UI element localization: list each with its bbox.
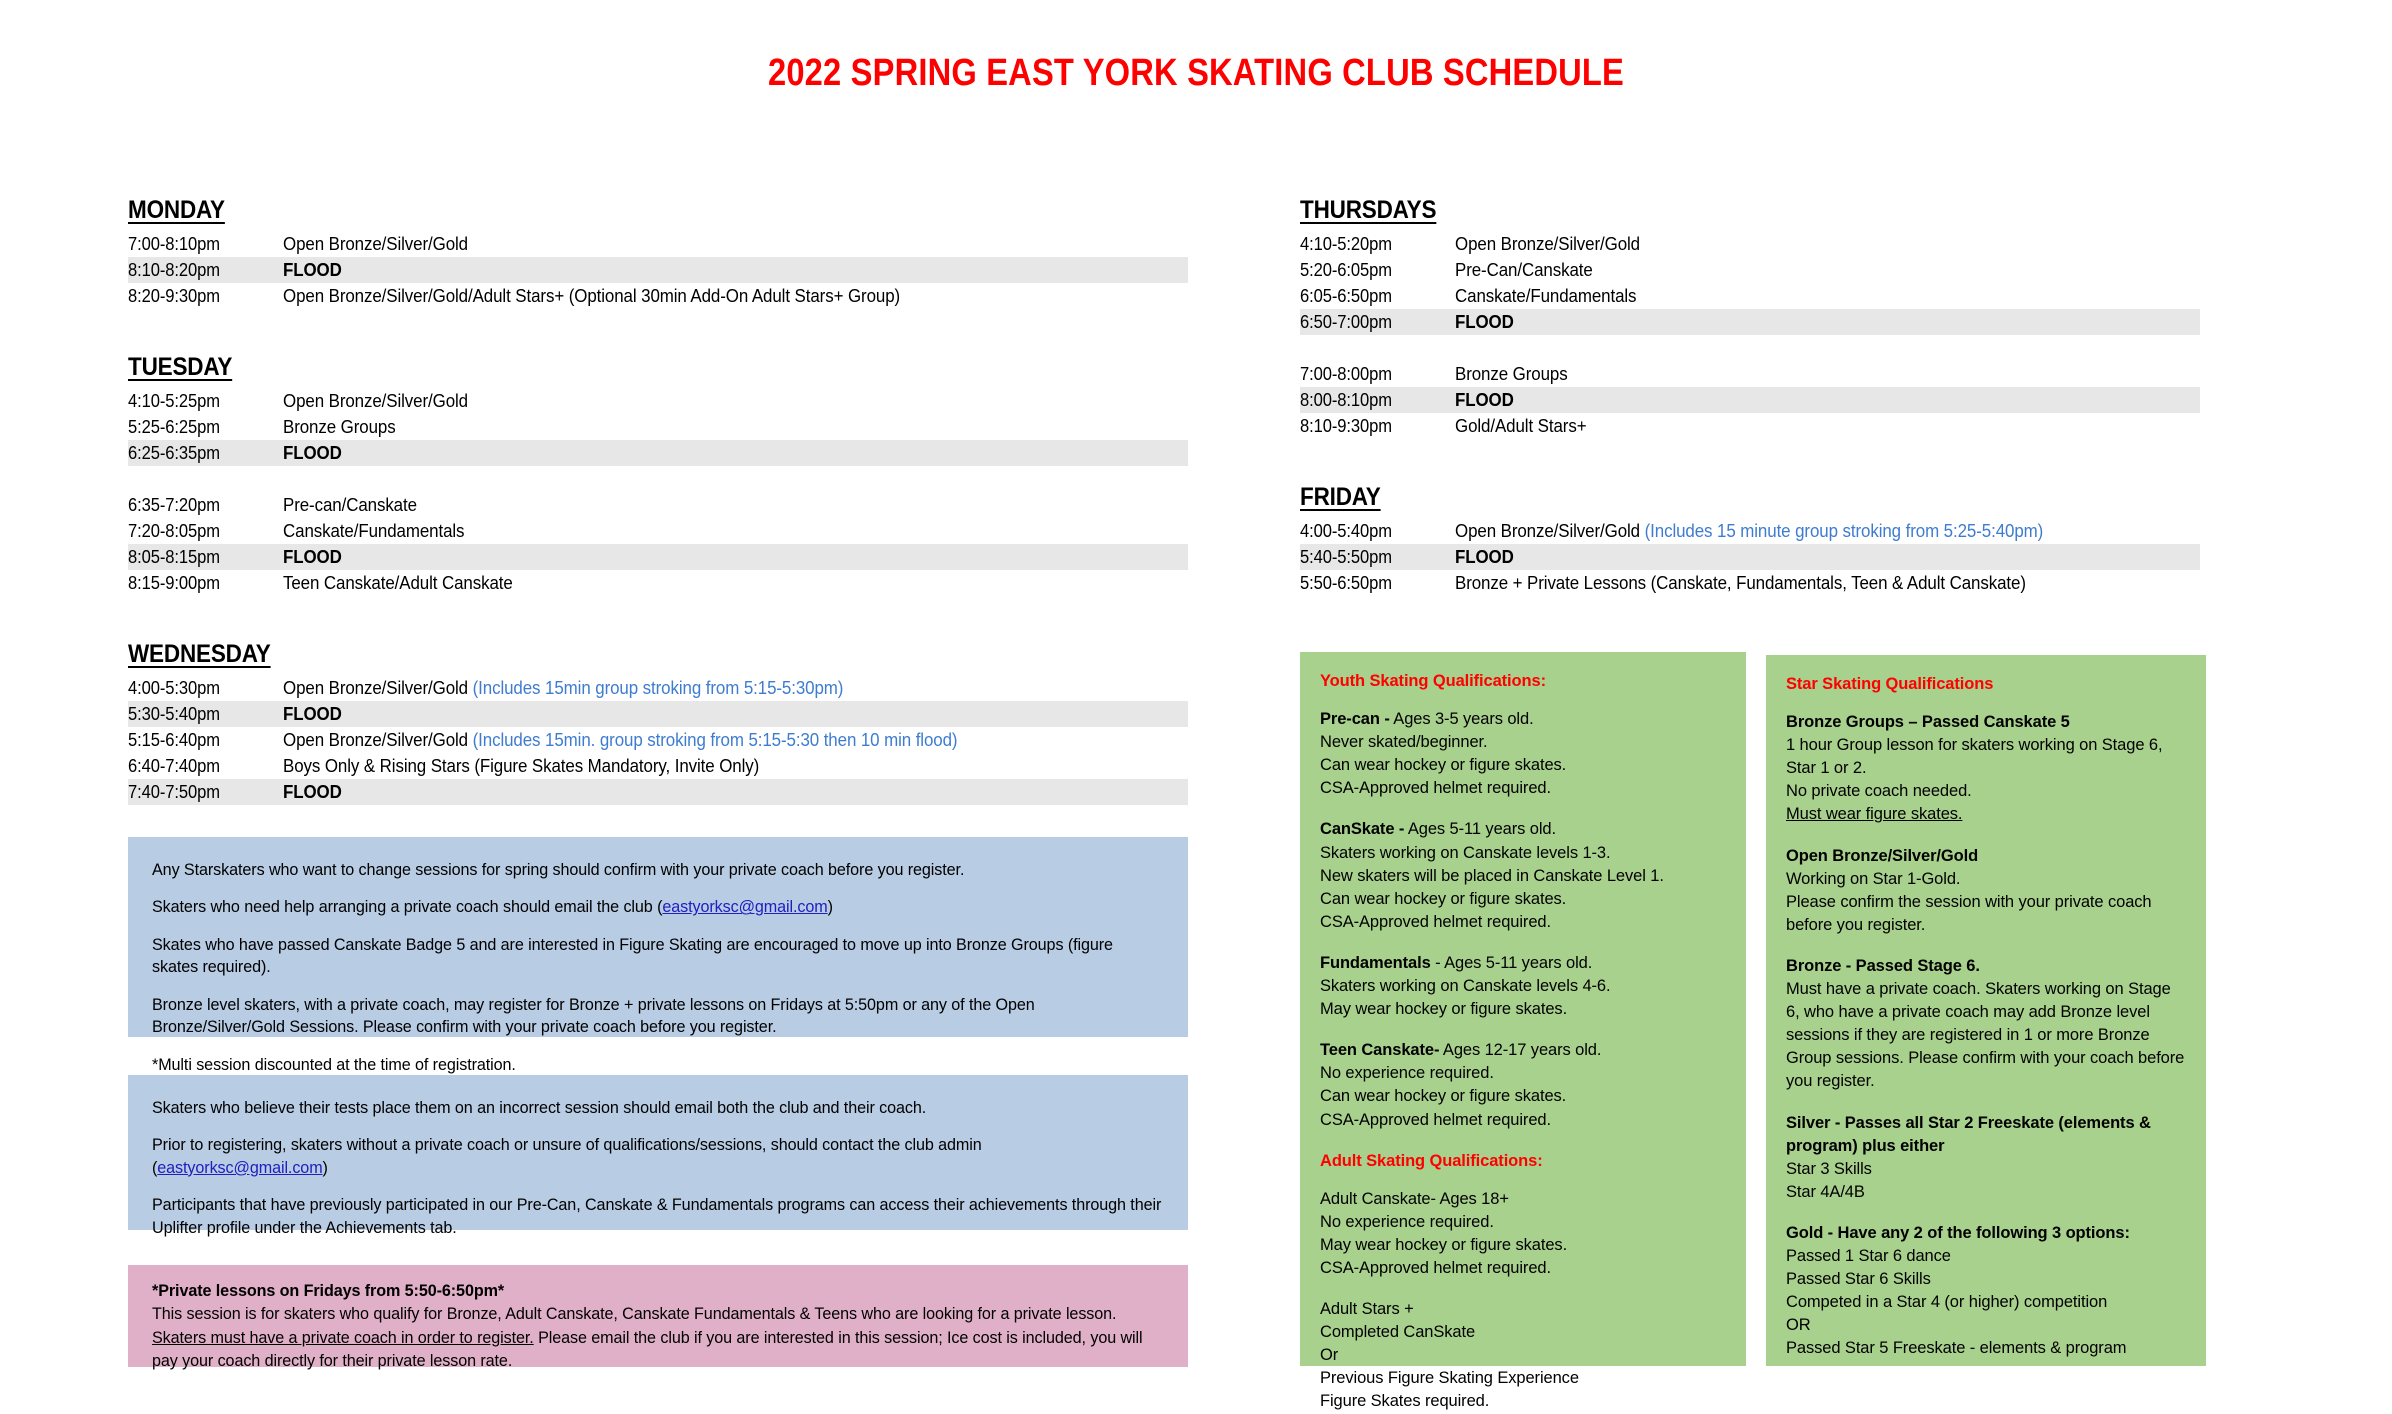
note-paragraph: Participants that have previously participated in our Pre-Can, Canskate & Fundamentals programs can access their achievements through their Uplifter profile under the Achievements tab. (152, 1195, 1162, 1237)
qualification-group-silver (1786, 1112, 2186, 1204)
row-time: 5:50-6:50pm (1300, 573, 1392, 593)
day-heading-tuesday: TUESDAY (128, 353, 233, 381)
day-block-friday (1300, 483, 2200, 596)
schedule-row (128, 753, 1188, 779)
row-activity-note: (Includes 15 minute group stroking from 5:25-5:40pm) (1644, 521, 2044, 541)
schedule-row-flood (1300, 544, 2200, 570)
club-admin-email-link[interactable]: eastyorksc@gmail.com (157, 1157, 323, 1177)
qualification-lead: Gold - Have any 2 of the following 3 options: (1786, 1223, 2130, 1242)
qualification-lead-line (1320, 818, 1726, 841)
club-email-link[interactable]: eastyorksc@gmail.com (662, 897, 828, 917)
qualification-group-open-bronze-silver-gold (1786, 845, 2186, 937)
schedule-row-flood (128, 257, 1188, 283)
row-activity: Gold/Adult Stars+ (1455, 416, 1587, 436)
row-time: 6:40-7:40pm (128, 756, 220, 776)
row-activity: Pre-Can/Canskate (1455, 260, 1593, 280)
qualification-lead-line (1320, 1039, 1726, 1062)
row-time: 8:15-9:00pm (128, 573, 220, 593)
qualification-detail: OR (1786, 1316, 1811, 1335)
row-time: 4:00-5:30pm (128, 678, 220, 698)
note-text-after: ) (322, 1157, 328, 1177)
qualification-detail: Or (1320, 1346, 1339, 1365)
page-title: 2022 SPRING EAST YORK SKATING CLUB SCHEDULE (767, 52, 1624, 94)
note-paragraph: Bronze level skaters, with a private coach, may register for Bronze + private lessons on Fridays at 5:50pm or any of the Open Bronze/Silver/Gold Sessions. Please confirm with your private coach before you register. (152, 994, 1035, 1037)
schedule-row (128, 727, 1188, 753)
qualification-detail: Skaters working on Canskate levels 1-3. (1320, 843, 1611, 862)
private-lessons-heading: *Private lessons on Fridays from 5:50-6:50pm* (152, 1281, 505, 1300)
qualification-lead-line (1320, 952, 1726, 975)
row-activity: Bronze Groups (283, 417, 396, 437)
note-paragraph: Any Starskaters who want to change sessions for spring should confirm with your private coach before you register. (152, 860, 965, 879)
note-text-before: Skaters who need help arranging a private coach should email the club ( (152, 897, 663, 917)
qualification-detail: Previous Figure Skating Experience (1320, 1369, 1579, 1388)
day-block-tuesday (128, 353, 1188, 596)
note-paragraph-with-email (152, 1134, 1161, 1179)
day-rows-friday (1300, 518, 2200, 596)
schedule-row (1300, 570, 2200, 596)
row-time: 7:00-8:10pm (128, 234, 220, 254)
qualification-detail: CSA-Approved helmet required. (1320, 912, 1551, 931)
row-time: 6:35-7:20pm (128, 495, 220, 515)
qualification-detail: Completed CanSkate (1320, 1323, 1476, 1342)
youth-qualifications-heading: Youth Skating Qualifications: (1320, 672, 1546, 690)
qualification-group-adult-canskate (1320, 1188, 1726, 1280)
row-time: 8:10-8:20pm (128, 260, 220, 280)
schedule-row (1300, 361, 2200, 387)
adult-qualifications-heading: Adult Skating Qualifications: (1320, 1151, 1543, 1170)
note-paragraph: Skates who have passed Canskate Badge 5 and are interested in Figure Skating are encouraged to move up into Bronze Groups (figure skates required). (152, 934, 1113, 977)
row-time: 8:00-8:10pm (1300, 390, 1392, 410)
row-activity: Canskate/Fundamentals (1455, 286, 1637, 306)
star-qualifications-panel (1766, 655, 2206, 1366)
qualification-detail: Competed in a Star 4 (or higher) competition (1786, 1293, 2108, 1312)
row-time: 6:05-6:50pm (1300, 286, 1392, 306)
row-time: 5:25-6:25pm (128, 417, 220, 437)
qualification-group-gold (1786, 1222, 2186, 1361)
note-paragraph-with-email (152, 896, 1161, 918)
qualification-group-canskate (1320, 818, 1726, 933)
qualification-group-teen-canskate (1320, 1039, 1726, 1131)
note-text-before: Prior to registering, skaters without a private coach or unsure of qualifications/sessions, should contact the club admin ( (152, 1135, 982, 1177)
schedule-row-flood (128, 779, 1188, 805)
qualification-lead-line: Adult Stars + (1320, 1300, 1414, 1319)
note-paragraph: Skaters who believe their tests place them on an incorrect session should email both the club and their coach. (152, 1098, 927, 1117)
day-rows-tuesday (128, 388, 1188, 596)
schedule-row (128, 414, 1188, 440)
youth-qualifications-panel (1300, 652, 1746, 1411)
qualification-group-bronze (1786, 955, 2186, 1094)
row-activity (283, 727, 1134, 753)
day-block-thursdays (1300, 196, 2200, 439)
row-time: 7:00-8:00pm (1300, 364, 1392, 384)
qualification-lead: Teen Canskate- (1320, 1041, 1440, 1060)
qualification-detail: CSA-Approved helmet required. (1320, 1258, 1551, 1277)
schedule-row-flood (128, 544, 1188, 570)
row-activity: Open Bronze/Silver/Gold/Adult Stars+ (Optional 30min Add-On Adult Stars+ Group) (283, 286, 901, 306)
qualification-group-adult-stars (1320, 1298, 1726, 1413)
qualification-detail: Star 3 Skills (1786, 1159, 1872, 1178)
qualification-lead: Fundamentals (1320, 953, 1431, 972)
row-activity: Open Bronze/Silver/Gold (283, 234, 469, 254)
row-time: 4:00-5:40pm (1300, 521, 1392, 541)
row-activity: Teen Canskate/Adult Canskate (283, 573, 513, 593)
qualification-detail: Passed Star 5 Freeskate - elements & program (1786, 1339, 2127, 1358)
qualification-lead: Open Bronze/Silver/Gold (1786, 846, 1979, 865)
qualification-group-precan (1320, 708, 1726, 800)
note-text-after: ) (827, 897, 833, 917)
schedule-column-left (128, 196, 1188, 809)
qualification-lead-line (1320, 708, 1726, 731)
qualification-lead-rest: Ages 5-11 years old. (1404, 820, 1556, 839)
day-rows-monday (128, 231, 1188, 309)
qualification-lead: Pre-can - (1320, 710, 1390, 729)
row-time: 4:10-5:25pm (128, 391, 220, 411)
qualification-detail: Figure Skates required. (1320, 1392, 1490, 1411)
row-activity: FLOOD (1455, 390, 1514, 410)
qualification-detail-underlined: Must wear figure skates. (1786, 805, 1963, 824)
qualification-group-bronze-groups (1786, 711, 2186, 826)
qualification-detail: Please confirm the session with your private coach before you register. (1786, 892, 2152, 934)
block-spacer (128, 600, 1188, 640)
qualification-detail: Star 4A/4B (1786, 1182, 1865, 1201)
body-text-2: Please email the club if you are interested in this session; Ice cost is included, you will pay your coach directly for their private lesson rate. (152, 1327, 1143, 1371)
qualification-group-fundamentals (1320, 952, 1726, 1021)
row-activity: FLOOD (283, 704, 342, 724)
row-time: 8:10-9:30pm (1300, 416, 1392, 436)
row-activity: FLOOD (283, 547, 342, 567)
qualification-lead: CanSkate - (1320, 820, 1405, 839)
qualification-detail: CSA-Approved helmet required. (1320, 1110, 1551, 1129)
row-activity: FLOOD (1455, 312, 1514, 332)
qualification-detail: 1 hour Group lesson for skaters working on Stage 6, Star 1 or 2. (1786, 736, 2163, 778)
schedule-row (1300, 283, 2200, 309)
schedule-row (1300, 518, 2200, 544)
qualification-lead-rest: Ages 12-17 years old. (1439, 1041, 1602, 1060)
row-time: 5:20-6:05pm (1300, 260, 1392, 280)
qualification-detail: Can wear hockey or figure skates. (1320, 889, 1567, 908)
note-box-private-lessons (128, 1265, 1188, 1371)
row-activity (1455, 518, 2155, 544)
body-text-1: This session is for skaters who qualify for Bronze, Adult Canskate, Canskate Fundamentals & Teens who are looking for a private lesson. (152, 1304, 1117, 1324)
schedule-row (128, 231, 1188, 257)
qualification-detail: Must have a private coach. Skaters working on Stage 6, who have a private coach may add Bronze level sessions if they are registered in 1 or more Bronze Group sessions. Please confirm with your coach before you register. (1786, 980, 2185, 1091)
row-time: 4:10-5:20pm (1300, 234, 1392, 254)
schedule-row-flood (1300, 387, 2200, 413)
day-block-monday (128, 196, 1188, 309)
qualification-detail: CSA-Approved helmet required. (1320, 779, 1551, 798)
qualification-detail: May wear hockey or figure skates. (1320, 1000, 1568, 1019)
row-activity-text: Open Bronze/Silver/Gold (283, 730, 469, 750)
schedule-row (128, 492, 1188, 518)
qualification-detail: Can wear hockey or figure skates. (1320, 1087, 1567, 1106)
block-spacer (128, 313, 1188, 353)
qualification-detail: May wear hockey or figure skates. (1320, 1235, 1568, 1254)
schedule-row (1300, 413, 2200, 439)
row-time: 7:40-7:50pm (128, 782, 220, 802)
row-activity-text: Open Bronze/Silver/Gold (1455, 521, 1641, 541)
qualification-detail: No private coach needed. (1786, 782, 1972, 801)
qualification-lead: Bronze Groups – Passed Canskate 5 (1786, 713, 2070, 732)
schedule-row-flood (1300, 309, 2200, 335)
row-activity: FLOOD (283, 260, 342, 280)
row-activity (283, 675, 1134, 701)
qualification-lead-rest: - Ages 5-11 years old. (1430, 953, 1593, 972)
qualification-lead-line: Adult Canskate- Ages 18+ (1320, 1189, 1509, 1208)
qualification-detail: New skaters will be placed in Canskate Level 1. (1320, 866, 1664, 885)
qualification-detail: Passed Star 6 Skills (1786, 1270, 1931, 1289)
note-box-registration (128, 837, 1188, 1074)
schedule-row (128, 388, 1188, 414)
star-qualifications-heading: Star Skating Qualifications (1786, 675, 1994, 693)
row-time: 5:30-5:40pm (128, 704, 220, 724)
qualification-lead: Bronze - Passed Stage 6. (1786, 956, 1980, 975)
note-paragraph: *Multi session discounted at the time of registration. (152, 1054, 516, 1074)
block-spacer (1300, 443, 2200, 483)
row-activity-text: Open Bronze/Silver/Gold (283, 678, 469, 698)
row-time: 8:05-8:15pm (128, 547, 220, 567)
schedule-row (128, 570, 1188, 596)
day-heading-wednesday: WEDNESDAY (128, 640, 271, 668)
row-time: 6:50-7:00pm (1300, 312, 1392, 332)
row-activity: Open Bronze/Silver/Gold (283, 391, 469, 411)
qualification-detail: Never skated/beginner. (1320, 733, 1488, 752)
row-activity: FLOOD (283, 443, 342, 463)
schedule-row-spacer (1300, 335, 2200, 361)
row-time: 5:40-5:50pm (1300, 547, 1392, 567)
row-time: 8:20-9:30pm (128, 286, 220, 306)
day-block-wednesday (128, 640, 1188, 805)
qualification-detail: Can wear hockey or figure skates. (1320, 756, 1567, 775)
row-time: 7:20-8:05pm (128, 521, 220, 541)
schedule-row (128, 675, 1188, 701)
body-text-underlined: Skaters must have a private coach in order to register. (152, 1327, 534, 1347)
day-heading-friday: FRIDAY (1300, 483, 1381, 511)
day-heading-thursdays: THURSDAYS (1300, 196, 1437, 224)
row-time: 5:15-6:40pm (128, 730, 220, 750)
qualification-detail: Skaters working on Canskate levels 4-6. (1320, 977, 1611, 996)
row-activity-note: (Includes 15min group stroking from 5:15-5:30pm) (472, 678, 844, 698)
row-activity: Canskate/Fundamentals (283, 521, 465, 541)
row-activity: FLOOD (1455, 547, 1514, 567)
day-heading-monday: MONDAY (128, 196, 225, 224)
qualification-detail: Working on Star 1-Gold. (1786, 869, 1961, 888)
qualification-detail: Passed 1 Star 6 dance (1786, 1246, 1951, 1265)
row-activity: FLOOD (283, 782, 342, 802)
schedule-column-right (1300, 196, 2200, 600)
day-rows-thursdays (1300, 231, 2200, 439)
schedule-row (1300, 231, 2200, 257)
row-activity: Boys Only & Rising Stars (Figure Skates Mandatory, Invite Only) (283, 756, 760, 776)
row-activity: Pre-can/Canskate (283, 495, 417, 515)
row-activity: Bronze Groups (1455, 364, 1568, 384)
qualification-lead: Silver - Passes all Star 2 Freeskate (elements & program) plus either (1786, 1113, 2151, 1155)
row-activity-note: (Includes 15min. group stroking from 5:15-5:30 then 10 min flood) (472, 730, 958, 750)
schedule-row-flood (128, 701, 1188, 727)
row-time: 6:25-6:35pm (128, 443, 220, 463)
qualification-detail: No experience required. (1320, 1064, 1494, 1083)
schedule-row-flood (128, 440, 1188, 466)
schedule-row (128, 518, 1188, 544)
row-activity: Open Bronze/Silver/Gold (1455, 234, 1641, 254)
day-rows-wednesday (128, 675, 1188, 805)
qualification-detail: No experience required. (1320, 1212, 1494, 1231)
schedule-row-spacer (128, 466, 1188, 492)
qualification-lead-rest: Ages 3-5 years old. (1389, 710, 1534, 729)
note-box-placement (128, 1075, 1188, 1237)
schedule-row (1300, 257, 2200, 283)
row-activity: Bronze + Private Lessons (Canskate, Fundamentals, Teen & Adult Canskate) (1455, 573, 2026, 593)
private-lessons-body (152, 1302, 1161, 1372)
schedule-row (128, 283, 1188, 309)
